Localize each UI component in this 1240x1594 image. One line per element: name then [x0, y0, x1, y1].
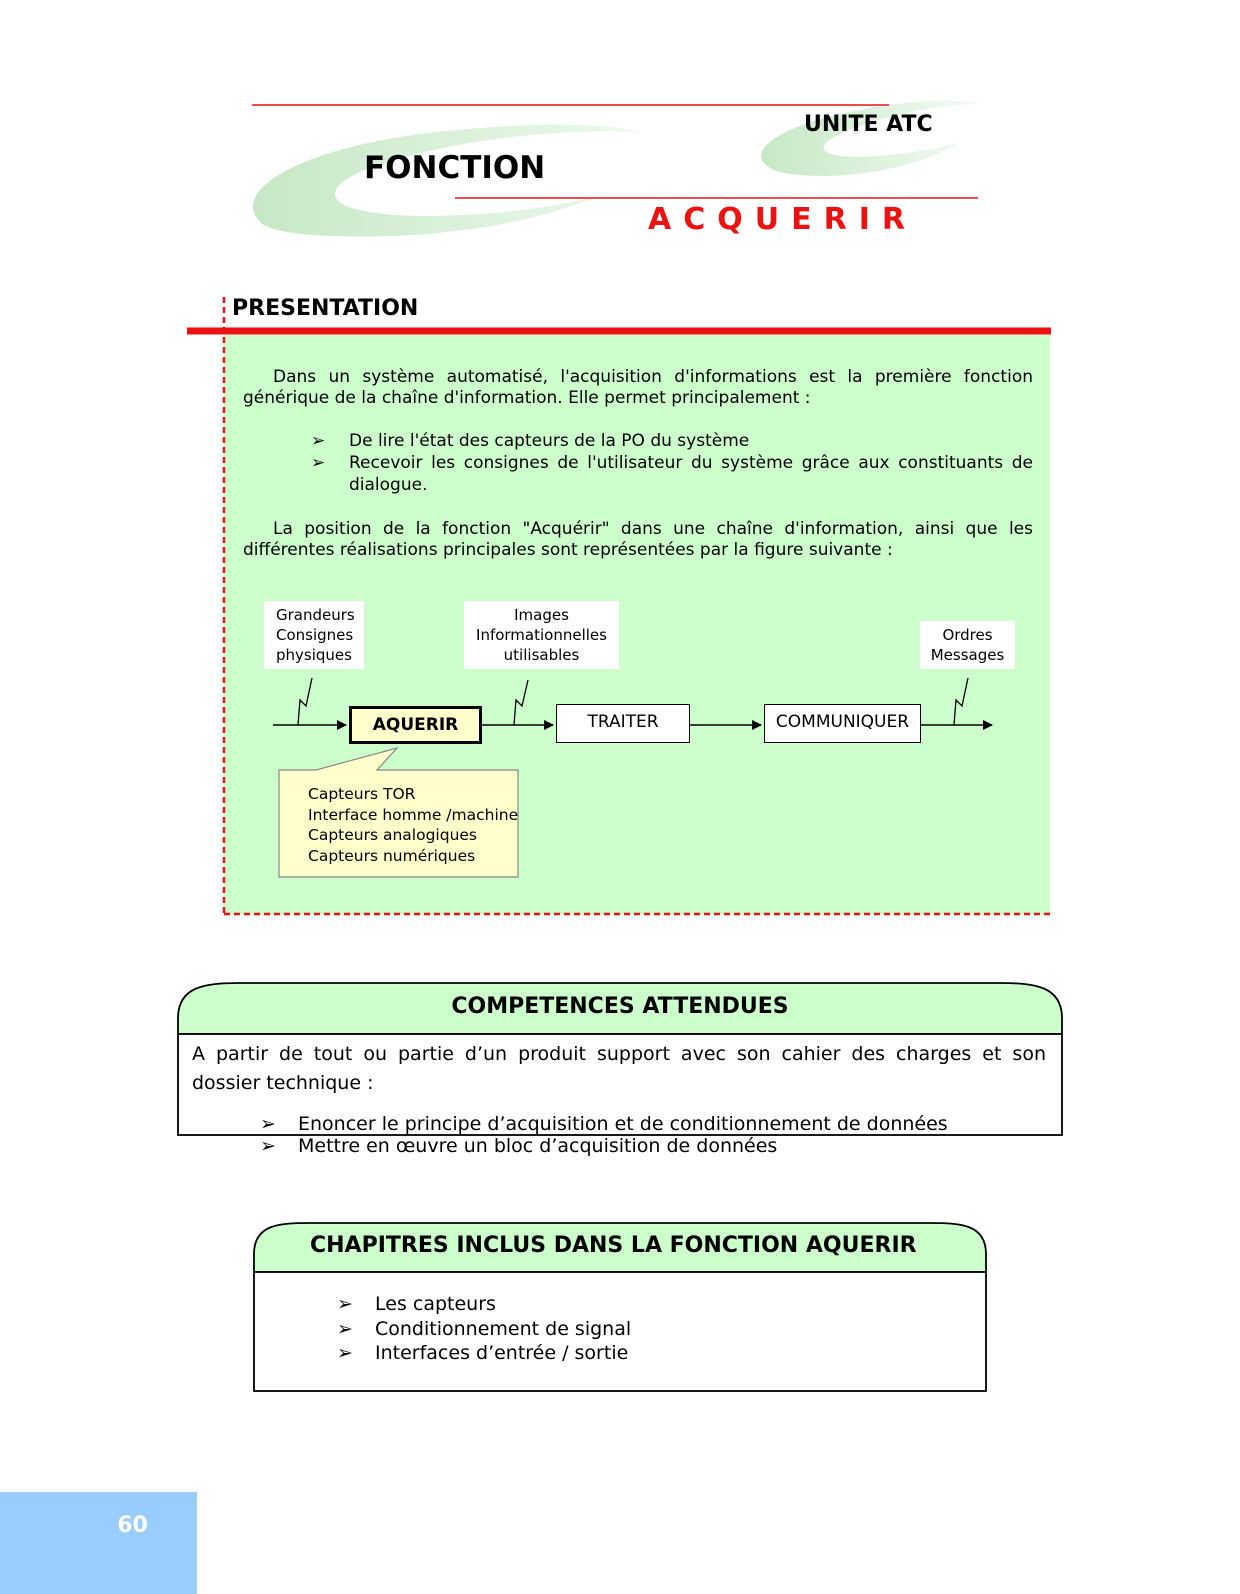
input-label-line: Grandeurs: [276, 606, 355, 624]
chapitre-item-1: [337, 1293, 496, 1316]
output-label: [920, 621, 1015, 669]
competences-title: COMPETENCES ATTENDUES: [451, 994, 789, 1019]
block-acquerir: AQUERIR: [349, 706, 482, 744]
output-lightning-icon: [954, 678, 968, 725]
callout-item: Capteurs numériques: [308, 846, 476, 865]
chapitre-item-3: [337, 1342, 629, 1365]
callout-list: [308, 784, 518, 866]
arrow-bullet-icon: ➢: [337, 1342, 353, 1364]
competence-text: Enoncer le principe d’acquisition et de conditionnement de données: [298, 1113, 948, 1135]
presentation-paragraph-1: Dans un système automatisé, l'acquisition d'informations est la première fonction générique de la chaîne d'information. Elle permet principalement :: [243, 367, 1033, 408]
presentation-title: PRESENTATION: [232, 296, 419, 321]
chapitre-item-2: [337, 1318, 632, 1341]
input-lightning-icon: [298, 678, 312, 725]
callout-item: Capteurs analogiques: [308, 826, 478, 844]
arrow-bullet-icon: ➢: [311, 431, 326, 451]
unit-label: UNITE ATC: [804, 112, 933, 137]
chapitre-text: Interfaces d’entrée / sortie: [375, 1342, 629, 1364]
input-label: [264, 601, 364, 669]
chapitres-title: CHAPITRES INCLUS DANS LA FONCTION AQUERIR: [310, 1233, 917, 1258]
competences-item-2: [260, 1135, 778, 1158]
block-communiquer: COMMUNIQUER: [764, 704, 921, 743]
page-number: 60: [117, 1513, 148, 1538]
callout-item: Capteurs TOR: [308, 785, 416, 803]
block-traiter: TRAITER: [556, 704, 690, 743]
input-label-line: Consignes: [276, 626, 354, 644]
chapitres-frame: [0, 1200, 1240, 1400]
arrow-bullet-icon: ➢: [260, 1113, 276, 1135]
middle-label-line: Images: [514, 606, 569, 624]
competence-text: Mettre en œuvre un bloc d’acquisition de données: [298, 1135, 778, 1157]
function-name: ACQUERIR: [648, 202, 917, 237]
competences-intro: A partir de tout ou partie d’un produit support avec son cahier des charges et son dossier technique :: [192, 1043, 1046, 1094]
page-number-tab: [0, 1492, 197, 1594]
chapitre-text: Conditionnement de signal: [375, 1318, 632, 1340]
middle-label: [464, 601, 619, 669]
middle-label-line: Informationnelles: [476, 626, 607, 644]
chapitre-text: Les capteurs: [375, 1293, 496, 1315]
bullet-text: Recevoir les consignes de l'utilisateur du système grâce aux constituants de dialogue.: [349, 453, 1033, 495]
output-label-line: Messages: [930, 646, 1005, 664]
arrow-bullet-icon: ➢: [337, 1293, 353, 1315]
bullet-text: De lire l'état des capteurs de la PO du système: [349, 431, 750, 451]
middle-label-line: utilisables: [503, 646, 580, 664]
output-label-line: Ordres: [942, 626, 993, 644]
competences-item-1: [260, 1113, 948, 1136]
arrow-bullet-icon: ➢: [311, 453, 326, 473]
callout-item: Interface homme /machine: [308, 805, 519, 824]
middle-lightning-icon: [514, 680, 528, 725]
input-label-line: physiques: [276, 646, 352, 664]
function-label: FONCTION: [364, 150, 546, 186]
arrow-bullet-icon: ➢: [260, 1135, 276, 1157]
presentation-paragraph-2: La position de la fonction "Acquérir" dans une chaîne d'information, ainsi que les différentes réalisations principales sont représentées par la figure suivante :: [243, 519, 1033, 560]
arrow-bullet-icon: ➢: [337, 1318, 353, 1340]
